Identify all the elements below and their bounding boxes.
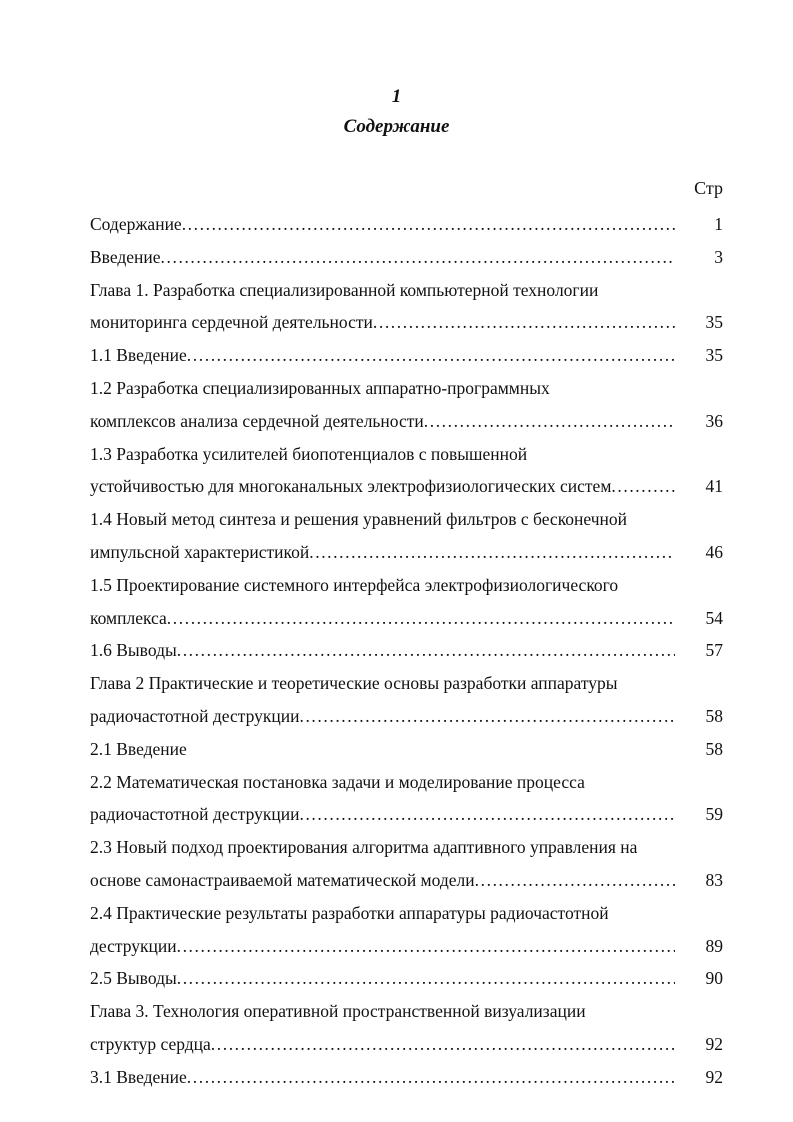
dot-leader (167, 602, 675, 635)
toc-entry-text: Глава 1. Разработка специализированной компьютерной технологии (90, 279, 599, 300)
toc-entry-page: 92 (705, 1066, 723, 1087)
toc-entry (90, 897, 723, 963)
dot-leader (161, 241, 675, 274)
dot-leader (373, 306, 675, 339)
toc-entry-page: 92 (705, 1033, 723, 1054)
toc-entry-page: 35 (705, 312, 723, 333)
toc-entry-page: 35 (705, 345, 723, 366)
toc-entry-line (90, 372, 723, 405)
page-column-label: Стр (694, 178, 723, 198)
toc-entry-page: 89 (705, 935, 723, 956)
dot-leader (299, 798, 675, 831)
toc-entry-text: 1.2 Разработка специализированных аппаратно-программных (90, 377, 550, 398)
toc-entry (90, 1061, 723, 1094)
toc-entry-text: радиочастотной деструкции (90, 705, 300, 726)
toc-entry-page: 58 (705, 738, 723, 759)
toc-entry (90, 766, 723, 832)
dot-leader (211, 1028, 675, 1061)
toc-entry-page: 90 (705, 968, 723, 989)
toc-entry-leader (90, 208, 675, 241)
toc-entry-text: Глава 3. Технология оперативной пространственной визуализации (90, 1001, 586, 1022)
toc-entry-page: 46 (705, 541, 723, 562)
dot-leader (187, 1061, 675, 1094)
toc-entry-leader (90, 306, 675, 339)
dot-leader (424, 405, 675, 438)
toc-entry-line-last (90, 1061, 723, 1094)
toc-entry-leader (90, 798, 675, 831)
toc-entry-line-last (90, 405, 723, 438)
toc-entry-leader (90, 1028, 675, 1061)
toc-entry-line-last (90, 733, 723, 766)
toc-entry-line (90, 831, 723, 864)
toc-entry-page: 36 (705, 410, 723, 431)
toc-entry-line-last (90, 700, 723, 733)
dot-leader (177, 930, 675, 963)
toc-entry-text: Введение (90, 246, 161, 267)
toc-entry-text: 2.5 Выводы (90, 968, 177, 989)
toc-entry-leader (90, 405, 675, 438)
dot-leader (177, 634, 675, 667)
toc-entry (90, 962, 723, 995)
dot-leader (177, 962, 675, 995)
toc-entry (90, 438, 723, 504)
toc-entry-leader (90, 536, 675, 569)
toc-entry-leader (90, 930, 675, 963)
toc-entry-text: Содержание (90, 214, 182, 234)
toc-entry-line-last (90, 470, 723, 503)
toc-entry-text: 1.1 Введение (90, 345, 187, 366)
page-title: Содержание (343, 116, 450, 137)
toc-entry-leader (90, 339, 675, 372)
toc-entry (90, 339, 723, 372)
toc-entry-text: основе самонастраиваемой математической модели (90, 869, 475, 890)
toc-entry-text: 2.4 Практические результаты разработки аппаратуры радиочастотной (90, 902, 609, 923)
toc-entry (90, 995, 723, 1061)
toc-entry-line-last (90, 864, 723, 897)
toc-entry (90, 274, 723, 340)
dot-leader (187, 339, 675, 372)
toc-entry-line-last (90, 536, 723, 569)
toc-entry-text: комплексов анализа сердечной деятельности (90, 410, 424, 431)
toc-entry-page: 58 (705, 705, 723, 726)
toc-entry-text: Глава 2 Практические и теоретические основы разработки аппаратуры (90, 673, 618, 694)
toc-entry (90, 733, 723, 766)
toc-entry-line (90, 897, 723, 930)
page-number: 1 (391, 86, 402, 107)
toc-entry-line (90, 667, 723, 700)
toc-entry-line (90, 995, 723, 1028)
toc-entry-text: 2.2 Математическая постановка задачи и моделирование процесса (90, 771, 585, 792)
toc-entry-text: 1.3 Разработка усилителей биопотенциалов с повышенной (90, 443, 528, 464)
toc-entry-line-last (90, 339, 723, 372)
toc-entry-line-last (90, 634, 723, 667)
toc-entry-text: деструкции (90, 935, 177, 956)
toc-entry-text: мониторинга сердечной деятельности (90, 312, 373, 333)
toc-entry (90, 208, 723, 241)
toc-entry-line-last (90, 962, 723, 995)
toc-entry-text: 1.6 Выводы (90, 640, 177, 661)
toc-entry-page: 83 (705, 869, 723, 890)
toc-entry-leader (90, 634, 675, 667)
toc-entry-page: 54 (705, 607, 723, 628)
dot-leader (299, 700, 675, 733)
toc-entry-line (90, 438, 723, 471)
toc-entry-line-last (90, 208, 723, 241)
toc-entry-page: 59 (705, 804, 723, 825)
toc-entry-text: комплекса (90, 607, 167, 628)
toc-entry-line-last (90, 306, 723, 339)
toc-entry-text: радиочастотной деструкции (90, 804, 300, 825)
toc-entry-text: устойчивостью для многоканальных электрофизиологических систем (90, 476, 612, 497)
toc-entry-line-last (90, 798, 723, 831)
toc-entry-text: 3.1 Введение (90, 1066, 187, 1087)
toc-entry-line (90, 569, 723, 602)
toc-entry (90, 372, 723, 438)
toc-entry-page: 41 (705, 476, 723, 497)
toc-entry-line-last (90, 1028, 723, 1061)
toc-entry-text: импульсной характеристикой (90, 541, 310, 562)
toc-entry-line-last (90, 602, 723, 635)
toc-entry (90, 634, 723, 667)
dot-leader (309, 536, 675, 569)
toc-entry-line (90, 274, 723, 307)
table-of-contents (90, 208, 723, 1094)
dot-leader (182, 208, 675, 241)
toc-entry-leader (90, 864, 675, 897)
toc-entry-leader (90, 962, 675, 995)
toc-entry-text: структур сердца (90, 1033, 211, 1054)
toc-entry-page: 57 (705, 640, 723, 661)
toc-entry (90, 241, 723, 274)
toc-entry-leader (90, 1061, 675, 1094)
toc-entry-page: 3 (714, 246, 723, 267)
toc-entry-leader (90, 700, 675, 733)
toc-entry-text: 1.5 Проектирование системного интерфейса электрофизиологического (90, 574, 619, 595)
toc-entry-text: 2.1 Введение (90, 738, 187, 759)
toc-entry-text: 1.4 Новый метод синтеза и решения уравнений фильтров с бесконечной (90, 509, 628, 530)
toc-entry-leader (90, 470, 675, 503)
toc-entry-line-last (90, 241, 723, 274)
toc-entry (90, 569, 723, 635)
toc-entry (90, 667, 723, 733)
toc-entry-text: 2.3 Новый подход проектирования алгоритма адаптивного управления на (90, 837, 638, 858)
toc-entry-line-last (90, 930, 723, 963)
toc-entry (90, 831, 723, 897)
dot-leader (611, 470, 675, 503)
toc-entry-line (90, 766, 723, 799)
dot-leader (475, 864, 675, 897)
toc-entry-leader (90, 241, 675, 274)
toc-entry-leader (90, 602, 675, 635)
toc-entry-line (90, 503, 723, 536)
toc-entry (90, 503, 723, 569)
toc-entry-page: 1 (714, 214, 723, 234)
